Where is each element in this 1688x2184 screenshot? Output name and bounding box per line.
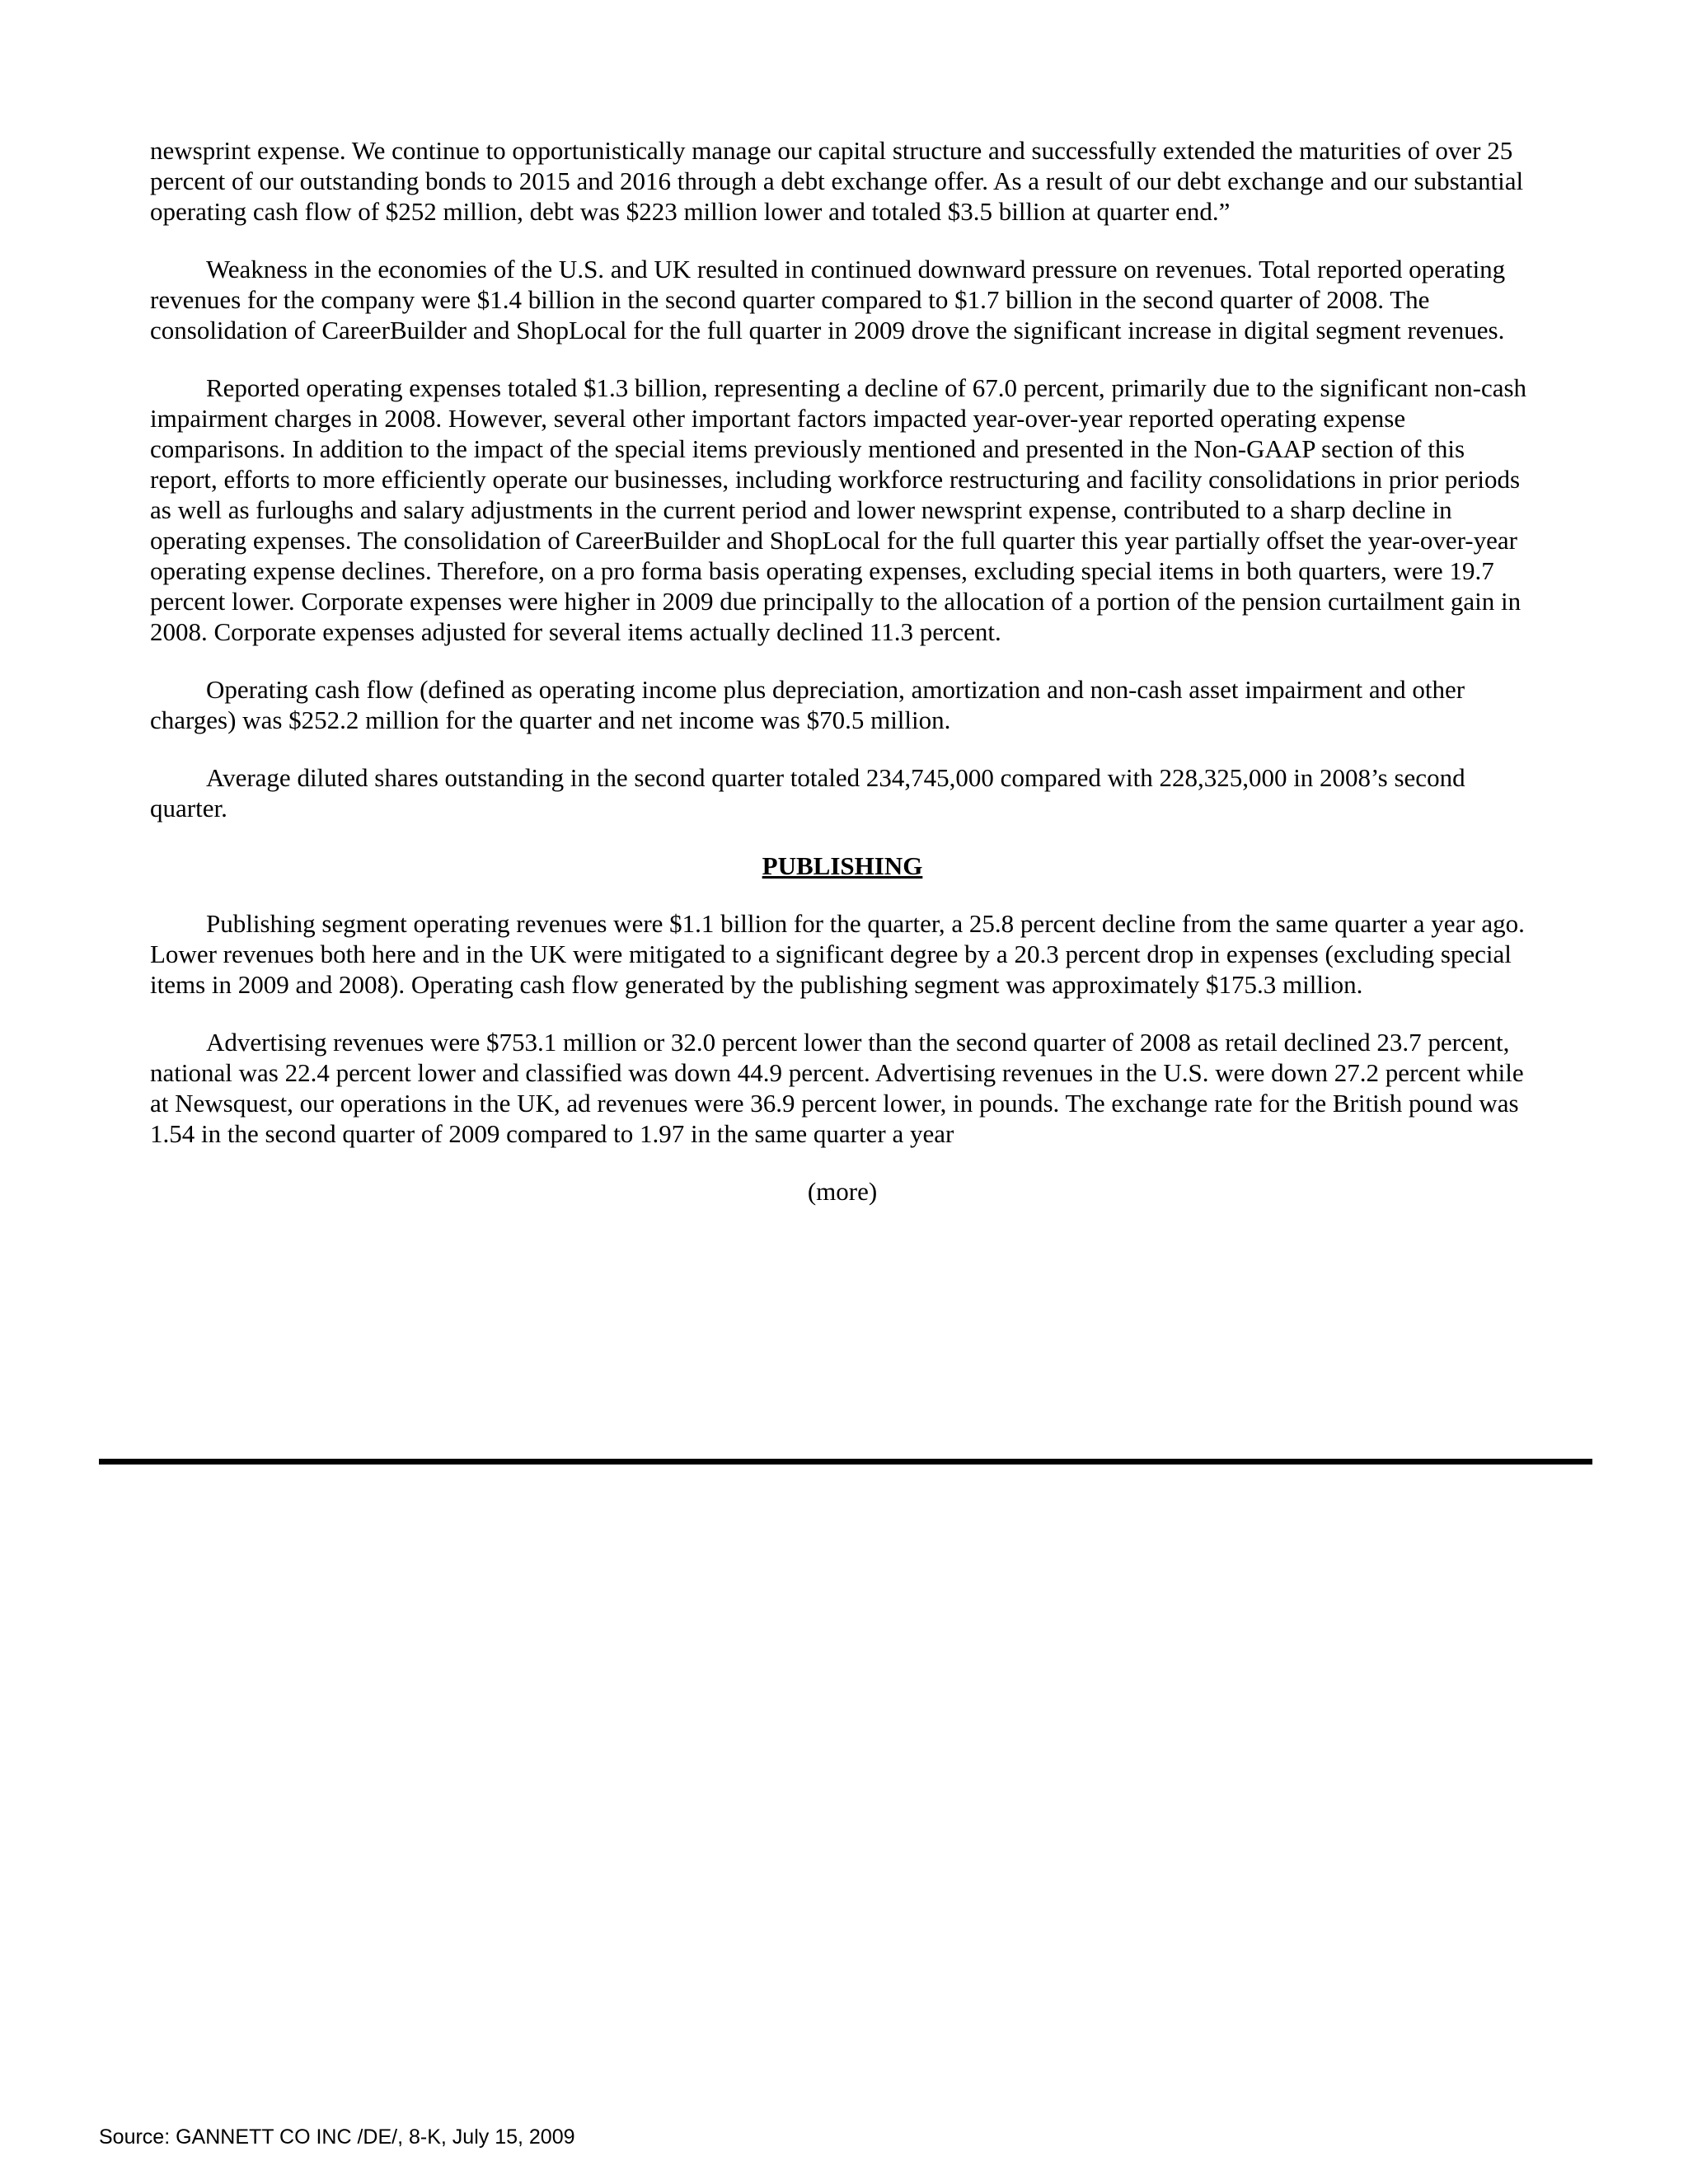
page-divider-rule <box>99 1459 1592 1465</box>
paragraph-revenues: Weakness in the economies of the U.S. and UK resulted in continued downward pressure on revenues. Total reported operating revenues for the company were $1.4 billion in the second quarter compared to $1.7 billion in the second quarter of 2008. The consolidation of CareerBuilder and ShopLocal for the full quarter in 2009 drove the significant increase in digital segment revenues. <box>150 255 1506 344</box>
source-footer: Source: GANNETT CO INC /DE/, 8-K, July 15, 2009 <box>99 2125 575 2149</box>
paragraph-quote-continuation: newsprint expense. We continue to opportunistically manage our capital structure and successfully extended the maturities of over 25 percent of our outstanding bonds to 2015 and 2016 through a debt exchange offer. As a result of our debt exchange and our substantial operating cash flow of $252 million, debt was $223 million lower and totaled $3.5 billion at quarter end.” <box>150 136 1524 226</box>
paragraph-operating-cash-flow: Operating cash flow (defined as operating income plus depreciation, amortization and non-cash asset impairment and other charges) was $252.2 million for the quarter and net income was $70.5 million. <box>150 675 1465 734</box>
paragraph-advertising-revenues: Advertising revenues were $753.1 million or 32.0 percent lower than the second quarter of 2008 as retail declined 23.7 percent, national was 22.4 percent lower and classified was down 44.9 percent. Advertising revenues in the U.S. were down 27.2 percent while at Newsquest, our operations in the UK, ad revenues were 36.9 percent lower, in pounds. The exchange rate for the British pound was 1.54 in the second quarter of 2009 compared to 1.97 in the same quarter a year <box>150 1028 1524 1148</box>
more-marker: (more) <box>807 1177 878 1206</box>
paragraph-diluted-shares: Average diluted shares outstanding in the second quarter totaled 234,745,000 compared with 228,325,000 in 2008’s second quarter. <box>150 763 1465 823</box>
document-body <box>150 135 1535 1207</box>
section-heading-publishing: PUBLISHING <box>762 851 923 880</box>
paragraph-operating-expenses: Reported operating expenses totaled $1.3 billion, representing a decline of 67.0 percent, primarily due to the significant non-cash impairment charges in 2008. However, several other important factors impacted year-over-year reported operating expense comparisons. In addition to the impact of the special items previously mentioned and presented in the Non-GAAP section of this report, efforts to more efficiently operate our businesses, including workforce restructuring and facility consolidations in prior periods as well as furloughs and salary adjustments in the current period and lower newsprint expense, contributed to a sharp decline in operating expenses. The consolidation of CareerBuilder and ShopLocal for the full quarter this year partially offset the year-over-year operating expense declines. Therefore, on a pro forma basis operating expenses, excluding special items in both quarters, were 19.7 percent lower. Corporate expenses were higher in 2009 due principally to the allocation of a portion of the pension curtailment gain in 2008. Corporate expenses adjusted for several items actually declined 11.3 percent. <box>150 373 1527 646</box>
paragraph-publishing-revenues: Publishing segment operating revenues were $1.1 billion for the quarter, a 25.8 percent decline from the same quarter a year ago. Lower revenues both here and in the UK were mitigated to a significant degree by a 20.3 percent drop in expenses (excluding special items in 2009 and 2008). Operating cash flow generated by the publishing segment was approximately $175.3 million. <box>150 909 1525 999</box>
